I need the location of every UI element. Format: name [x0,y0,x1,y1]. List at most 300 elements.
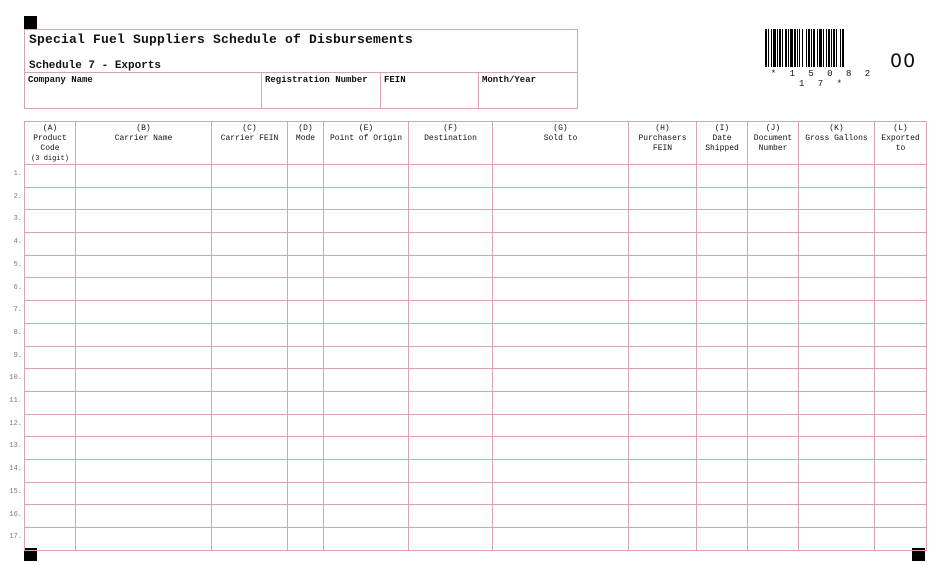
table-cell[interactable] [799,414,875,437]
barcode-bar [808,29,810,67]
table-cell[interactable] [629,323,697,346]
barcode-bar [794,29,796,67]
table-cell[interactable] [76,233,212,256]
table-cell[interactable] [212,369,288,392]
col-label: Purchasers FEIN [638,134,687,153]
table-row [25,233,927,256]
barcode-bars [765,29,880,69]
table-cell[interactable] [324,165,409,188]
fein-field[interactable] [381,73,479,109]
table-cell[interactable] [288,459,324,482]
table-cell[interactable] [409,437,493,460]
table-cell[interactable] [799,233,875,256]
table-cell[interactable] [629,459,697,482]
barcode-bar [773,29,776,67]
table-cell[interactable] [875,255,927,278]
col-header-carrier-fein [212,122,288,165]
col-label: Exported to [881,134,920,153]
col-label: Mode [295,134,316,143]
table-cell[interactable] [493,233,629,256]
table-row [25,505,927,528]
table-cell[interactable] [76,369,212,392]
table-cell[interactable] [212,437,288,460]
table-cell[interactable] [212,391,288,414]
row-number: 4. [13,238,22,247]
table-cell[interactable] [25,346,76,369]
table-cell[interactable] [875,165,927,188]
table-cell[interactable] [288,210,324,233]
table-row [25,459,927,482]
table-cell[interactable] [697,278,748,301]
col-letter: (C) [242,124,257,133]
table-cell[interactable] [748,187,799,210]
table-cell[interactable] [629,210,697,233]
table-cell[interactable] [629,528,697,551]
table-cell[interactable] [409,528,493,551]
table-row [25,482,927,505]
col-label: Point of Origin [329,134,402,143]
table-cell[interactable] [799,505,875,528]
table-cell[interactable] [629,505,697,528]
table-cell[interactable] [629,346,697,369]
table-cell[interactable] [409,301,493,324]
table-cell[interactable] [875,301,927,324]
table-cell[interactable] [799,391,875,414]
table-cell[interactable] [324,278,409,301]
row-number: 6. [13,283,22,292]
month-year-field[interactable] [479,73,577,109]
table-cell[interactable] [799,187,875,210]
table-cell[interactable] [25,437,76,460]
table-cell[interactable] [748,233,799,256]
table-cell[interactable] [409,187,493,210]
table-cell[interactable] [409,459,493,482]
table-row [25,323,927,346]
table-cell[interactable] [409,165,493,188]
table-cell[interactable] [493,323,629,346]
table-cell[interactable] [875,528,927,551]
col-header-mode [288,122,324,165]
table-cell[interactable] [76,255,212,278]
table-cell[interactable] [212,346,288,369]
table-cell[interactable] [799,369,875,392]
company-name-field[interactable] [25,73,262,109]
table-cell[interactable] [799,210,875,233]
table-cell[interactable] [629,391,697,414]
table-cell[interactable] [288,369,324,392]
barcode-text: * 1 5 0 8 2 1 7 * [770,69,875,89]
table-cell[interactable] [629,278,697,301]
table-cell[interactable] [324,210,409,233]
table-cell[interactable] [324,459,409,482]
table-row [25,391,927,414]
table-cell[interactable] [697,369,748,392]
barcode-bar [823,29,824,67]
table-cell[interactable] [748,165,799,188]
col-header-gross-gallons [799,122,875,165]
row-number: 16. [9,510,22,519]
table-cell[interactable] [875,482,927,505]
col-label: Sold to [543,134,578,143]
table-cell[interactable] [324,482,409,505]
barcode-bar [836,29,837,67]
table-row [25,278,927,301]
table-cell[interactable] [212,165,288,188]
table-cell[interactable] [875,505,927,528]
table-cell[interactable] [288,482,324,505]
table-cell[interactable] [748,255,799,278]
table-cell[interactable] [697,323,748,346]
table-cell[interactable] [493,210,629,233]
table-cell[interactable] [875,369,927,392]
table-cell[interactable] [212,233,288,256]
table-cell[interactable] [76,505,212,528]
table-cell[interactable] [76,414,212,437]
table-cell[interactable] [493,346,629,369]
table-cell[interactable] [875,210,927,233]
table-row [25,437,927,460]
col-label: Date Shipped [705,134,739,153]
table-cell[interactable] [697,505,748,528]
table-cell[interactable] [212,323,288,346]
table-cell[interactable] [324,437,409,460]
table-cell[interactable] [288,278,324,301]
table-cell[interactable] [288,346,324,369]
table-cell[interactable] [629,233,697,256]
table-cell[interactable] [697,233,748,256]
table-cell[interactable] [409,414,493,437]
row-number: 10. [9,374,22,383]
col-label: Carrier FEIN [220,134,279,143]
table-cell[interactable] [748,437,799,460]
table-cell[interactable] [76,278,212,301]
table-cell[interactable] [697,187,748,210]
table-cell[interactable] [799,482,875,505]
row-number: 11. [9,397,22,405]
barcode-bar [826,29,827,67]
table-cell[interactable] [25,391,76,414]
table-cell[interactable] [875,323,927,346]
table-cell[interactable] [324,255,409,278]
table-cell[interactable] [799,165,875,188]
table-cell[interactable] [409,346,493,369]
table-cell[interactable] [875,233,927,256]
table-cell[interactable] [76,301,212,324]
col-label: Gross Gallons [805,134,868,143]
barcode-bar [768,29,769,67]
col-header-exported-to [875,122,927,165]
table-cell[interactable] [493,482,629,505]
table-cell[interactable] [76,391,212,414]
table-cell[interactable] [76,323,212,346]
table-row [25,165,927,188]
table-cell[interactable] [409,278,493,301]
table-cell[interactable] [493,278,629,301]
table-cell[interactable] [875,414,927,437]
table-cell[interactable] [25,528,76,551]
table-cell[interactable] [25,233,76,256]
col-header-destination [409,122,493,165]
col-label: Carrier Name [114,134,173,143]
table-cell[interactable] [748,505,799,528]
table-cell[interactable] [25,210,76,233]
table-cell[interactable] [493,414,629,437]
col-header-point-of-origin [324,122,409,165]
table-cell[interactable] [409,323,493,346]
registration-mark-top-left [24,16,37,29]
table-cell[interactable] [697,210,748,233]
table-cell[interactable] [76,346,212,369]
table-cell[interactable] [748,459,799,482]
table-cell[interactable] [324,301,409,324]
table-cell[interactable] [875,278,927,301]
table-cell[interactable] [799,323,875,346]
row-number: 8. [13,328,22,337]
row-number: 12. [9,419,22,428]
col-letter: (K) [829,124,844,133]
col-letter: (F) [443,124,458,133]
table-cell[interactable] [76,165,212,188]
table-cell[interactable] [493,528,629,551]
table-cell[interactable] [493,369,629,392]
col-header-carrier-name [76,122,212,165]
table-cell[interactable] [212,528,288,551]
table-cell[interactable] [748,482,799,505]
table-cell[interactable] [288,255,324,278]
table-cell[interactable] [25,165,76,188]
table-cell[interactable] [288,505,324,528]
table-cell[interactable] [288,233,324,256]
table-cell[interactable] [409,482,493,505]
barcode-bar [813,29,815,67]
table-cell[interactable] [288,301,324,324]
barcode-bar [833,29,835,67]
table-cell[interactable] [212,210,288,233]
table-row [25,301,927,324]
table-cell[interactable] [697,165,748,188]
table-cell[interactable] [875,187,927,210]
col-letter: (G) [553,124,568,133]
col-header-product-code [25,122,76,165]
table-header-row [25,122,927,165]
row-number: 13. [9,442,22,451]
table-cell[interactable] [76,482,212,505]
col-header-document-number [748,122,799,165]
table-cell[interactable] [288,165,324,188]
exports-table [24,121,927,551]
table-cell[interactable] [748,369,799,392]
table-cell[interactable] [324,414,409,437]
barcode-bar [790,29,793,67]
table-cell[interactable] [493,505,629,528]
table-cell[interactable] [629,301,697,324]
table-cell[interactable] [629,369,697,392]
barcode [765,29,880,89]
table-cell[interactable] [799,528,875,551]
registration-number-label: Registration Number [265,75,368,85]
table-cell[interactable] [212,414,288,437]
table-cell[interactable] [212,301,288,324]
table-cell[interactable] [25,459,76,482]
barcode-bar [828,29,830,67]
barcode-bar [779,29,781,67]
table-cell[interactable] [799,459,875,482]
table-cell[interactable] [799,346,875,369]
table-cell[interactable] [748,414,799,437]
table-row [25,187,927,210]
table-cell[interactable] [629,165,697,188]
barcode-bar [831,29,832,67]
table-cell[interactable] [409,505,493,528]
table-cell[interactable] [324,369,409,392]
table-cell[interactable] [875,437,927,460]
table-cell[interactable] [629,255,697,278]
table-cell[interactable] [875,391,927,414]
barcode-bar [788,29,789,67]
table-cell[interactable] [697,255,748,278]
table-cell[interactable] [697,391,748,414]
table-cell[interactable] [324,323,409,346]
fein-label: FEIN [384,75,406,85]
table-cell[interactable] [25,323,76,346]
table-row [25,210,927,233]
row-number: 3. [13,215,22,224]
table-cell[interactable] [748,346,799,369]
table-cell[interactable] [212,278,288,301]
table-cell[interactable] [324,346,409,369]
table-cell[interactable] [25,505,76,528]
col-label: Destination [424,134,477,143]
barcode-bar [806,29,807,67]
table-cell[interactable] [288,528,324,551]
table-cell[interactable] [25,414,76,437]
table-cell[interactable] [748,528,799,551]
table-cell[interactable] [288,437,324,460]
table-cell[interactable] [493,255,629,278]
table-cell[interactable] [25,482,76,505]
table-cell[interactable] [76,528,212,551]
table-cell[interactable] [493,165,629,188]
table-cell[interactable] [875,459,927,482]
table-cell[interactable] [212,255,288,278]
row-number: 1. [13,170,22,178]
table-cell[interactable] [324,391,409,414]
barcode-bar [802,29,803,67]
table-cell[interactable] [76,187,212,210]
table-cell[interactable] [799,255,875,278]
table-cell[interactable] [25,369,76,392]
table-cell[interactable] [76,437,212,460]
table-cell[interactable] [25,255,76,278]
barcode-bar [771,29,772,67]
row-number: 9. [13,351,22,360]
row-number: 17. [9,533,22,542]
table-cell[interactable] [629,482,697,505]
header-fields-row [25,72,577,109]
table-cell[interactable] [409,255,493,278]
table-cell[interactable] [212,187,288,210]
table-cell[interactable] [493,459,629,482]
barcode-bar [777,29,778,67]
table-cell[interactable] [324,505,409,528]
table-cell[interactable] [748,391,799,414]
barcode-bar [799,29,800,67]
table-cell[interactable] [493,391,629,414]
col-letter: (B) [136,124,151,133]
col-letter: (J) [765,124,781,133]
table-cell[interactable] [697,482,748,505]
table-cell[interactable] [493,187,629,210]
barcode-bar [817,29,818,67]
table-cell[interactable] [748,323,799,346]
table-row [25,346,927,369]
table-cell[interactable] [629,187,697,210]
table-cell[interactable] [697,528,748,551]
table-cell[interactable] [288,414,324,437]
table-cell[interactable] [697,301,748,324]
table-cell[interactable] [212,459,288,482]
table-cell[interactable] [324,233,409,256]
table-cell[interactable] [76,210,212,233]
table-cell[interactable] [629,414,697,437]
table-cell[interactable] [288,323,324,346]
table-cell[interactable] [799,437,875,460]
table-cell[interactable] [25,187,76,210]
barcode-bar [819,29,822,67]
table-cell[interactable] [697,459,748,482]
table-cell[interactable] [288,187,324,210]
table-cell[interactable] [748,301,799,324]
table-cell[interactable] [324,528,409,551]
form-title: Special Fuel Suppliers Schedule of Disbursements [29,32,414,47]
col-letter: (E) [358,124,374,133]
table-cell[interactable] [493,301,629,324]
table-cell[interactable] [324,187,409,210]
table-cell[interactable] [748,278,799,301]
table-cell[interactable] [212,505,288,528]
table-cell[interactable] [493,437,629,460]
barcode-bar [842,29,844,67]
table-cell[interactable] [697,346,748,369]
table-cell[interactable] [875,346,927,369]
table-cell[interactable] [697,414,748,437]
form-code: 00 [890,50,917,72]
table-cell[interactable] [409,210,493,233]
col-label: Document Number [753,134,793,153]
table-cell[interactable] [288,391,324,414]
table-row [25,414,927,437]
company-name-label: Company Name [28,75,93,85]
table-row [25,528,927,551]
form-header [24,29,578,109]
table-cell[interactable] [409,233,493,256]
table-cell[interactable] [748,210,799,233]
table-cell[interactable] [799,301,875,324]
table-cell[interactable] [409,391,493,414]
table-cell[interactable] [409,369,493,392]
table-cell[interactable] [799,278,875,301]
registration-number-field[interactable] [262,73,381,109]
barcode-bar [782,29,783,67]
row-number: 5. [13,260,22,269]
table-cell[interactable] [212,482,288,505]
col-note: (3 digit) [31,155,69,163]
table-cell[interactable] [76,459,212,482]
table-cell[interactable] [25,278,76,301]
table-cell[interactable] [697,437,748,460]
table-cell[interactable] [629,437,697,460]
table-cell[interactable] [25,301,76,324]
